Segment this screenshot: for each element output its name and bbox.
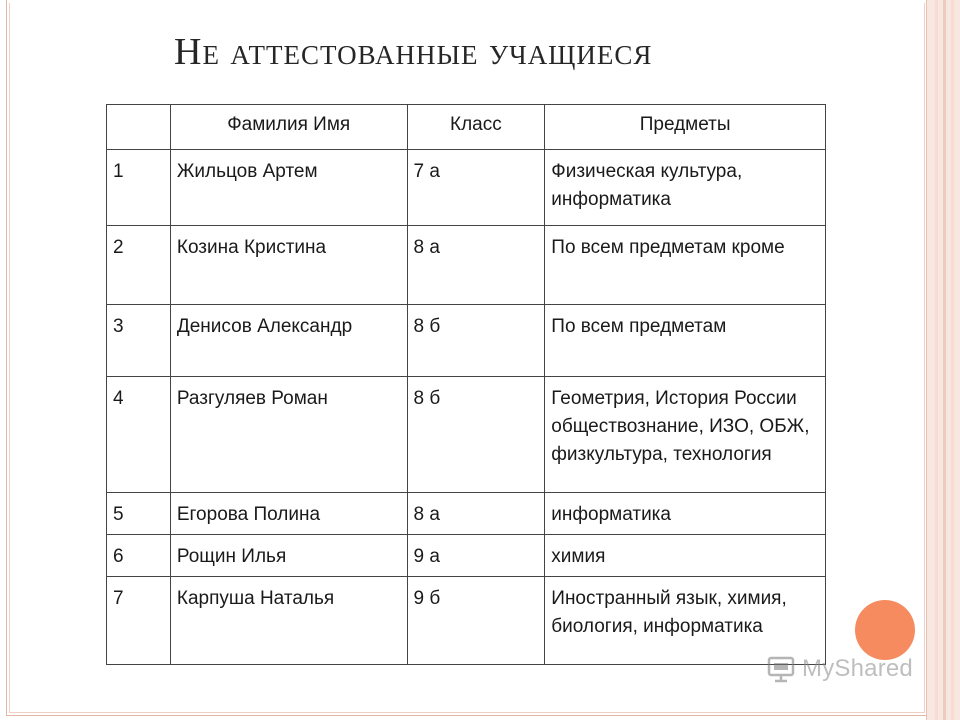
row-subjects: По всем предметам (545, 305, 826, 377)
header-class: Класс (407, 105, 545, 150)
header-name: Фамилия Имя (170, 105, 407, 150)
row-number: 2 (107, 226, 171, 305)
row-class: 9 а (407, 535, 545, 577)
presentation-board-icon (766, 654, 796, 684)
row-number: 5 (107, 493, 171, 535)
row-name: Жильцов Артем (170, 150, 407, 226)
row-name: Егорова Полина (170, 493, 407, 535)
decorative-orange-circle (855, 600, 915, 660)
row-subjects: химия (545, 535, 826, 577)
row-number: 3 (107, 305, 171, 377)
row-name: Козина Кристина (170, 226, 407, 305)
stripe-line (951, 0, 954, 720)
row-subjects: Геометрия, История России обществознание, ИЗО, ОБЖ, физкультура, технология (545, 377, 826, 493)
row-number: 1 (107, 150, 171, 226)
decorative-side-stripe (926, 0, 960, 720)
row-name: Рощин Илья (170, 535, 407, 577)
row-name: Карпуша Наталья (170, 577, 407, 665)
table-row (107, 577, 826, 665)
header-number (107, 105, 171, 150)
row-subjects: Физическая культура, информатика (545, 150, 826, 226)
watermark-text: MyShared (802, 655, 913, 682)
table-row (107, 305, 826, 377)
table-row (107, 150, 826, 226)
row-class: 8 а (407, 493, 545, 535)
row-class: 9 б (407, 577, 545, 665)
row-name: Денисов Александр (170, 305, 407, 377)
row-number: 6 (107, 535, 171, 577)
table-row (107, 535, 826, 577)
row-class: 8 а (407, 226, 545, 305)
row-class: 8 б (407, 377, 545, 493)
stripe-line (943, 0, 946, 720)
row-number: 7 (107, 577, 171, 665)
row-class: 7 а (407, 150, 545, 226)
table-row (107, 377, 826, 493)
row-subjects: По всем предметам кроме (545, 226, 826, 305)
row-subjects: Иностранный язык, химия, биология, информатика (545, 577, 826, 665)
row-name: Разгуляев Роман (170, 377, 407, 493)
table-row (107, 493, 826, 535)
stripe-line (935, 0, 938, 720)
row-subjects: информатика (545, 493, 826, 535)
table-row (107, 226, 826, 305)
watermark (766, 654, 913, 684)
students-table (106, 104, 826, 665)
header-subjects: Предметы (545, 105, 826, 150)
row-number: 4 (107, 377, 171, 493)
slide-title: Не аттестованные учащиеся (174, 31, 653, 73)
row-class: 8 б (407, 305, 545, 377)
table-header-row (107, 105, 826, 150)
